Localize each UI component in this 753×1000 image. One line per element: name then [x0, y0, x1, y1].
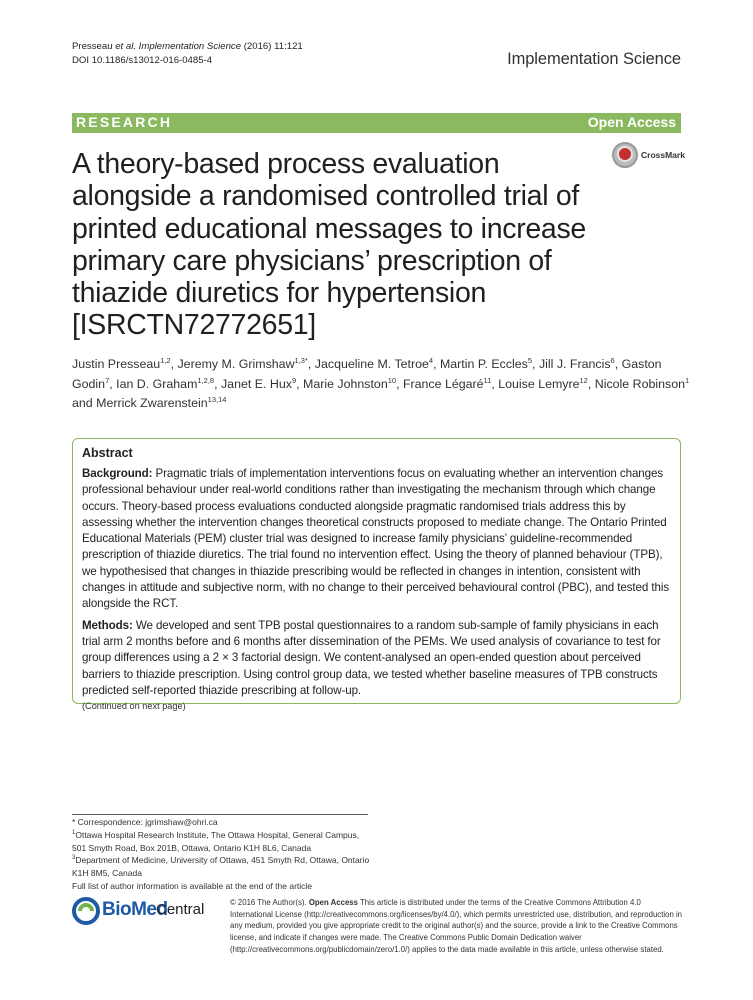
citation-authors: Presseau	[72, 41, 113, 52]
affiliation-1: $^1$Ottawa Hospital Research Institute, The Ottawa Hospital, General Campus, 501 Smyth Road, Box 201B, Ottawa, Ontario K1H 8L6, Canada	[72, 829, 360, 853]
background-label: Background:	[82, 467, 153, 480]
correspondence[interactable]: * Correspondence: jgrimshaw@ohri.ca	[72, 817, 218, 827]
methods-label: Methods:	[82, 618, 133, 632]
abstract-background	[82, 466, 671, 613]
open-access-label: Open Access	[587, 114, 676, 130]
author[interactable]: Gaston Godin$^7$	[72, 357, 662, 391]
section-label: RESEARCH	[76, 114, 173, 130]
author[interactable]: Martin P. Eccles$^5$	[439, 355, 533, 371]
full-author-info-note: Full list of author information is available at the end of the article	[72, 880, 313, 891]
abstract-box	[72, 438, 681, 712]
article-title: A theory-based process evaluation alongside a randomised controlled trial of printed educational messages to increase primary care physicians’ prescription of thiazide diuretics for hypertension [ISRCTN72772651]	[72, 148, 586, 342]
continued-note: (Continued on next page)	[82, 701, 186, 712]
crossmark-icon-inner	[617, 146, 633, 162]
affiliation-3: $^3$Department of Medicine, University of Ottawa, 451 Smyth Rd, Ottawa, Ontario K1H 8M5, Canada	[72, 855, 370, 879]
biomed-central-swirl-icon	[72, 897, 100, 925]
citation-volume: (2016) 11:121	[243, 41, 303, 52]
journal-name: Implementation Science	[507, 50, 681, 68]
citation-journal: et al. Implementation Science	[115, 41, 242, 52]
methods-text: We developed and sent TPB postal questionnaires to a random sub-sample of family physicians in each trial arm 2 months before and 6 months after dissemination of the PEMs. We used analysis of covariance to test for group differences using a 2 × 3 factorial design. We content-analysed an open-ended question about perceived barriers to thiazide prescription. Using control group data, we tested whether baseline measures of TPB constructs predicted self-reported thiazide prescribing at follow-up.	[82, 618, 661, 697]
section-banner	[72, 113, 681, 133]
author[interactable]: Jeremy M. Grimshaw$^{1,3*}$	[177, 355, 308, 371]
author[interactable]: France Légaré$^{11}$	[402, 375, 492, 391]
author[interactable]: Marie Johnston$^{10}$	[303, 375, 397, 391]
abstract-heading: Abstract	[82, 446, 133, 460]
background-text: Pragmatic trials of implementation interventions focus on evaluating whether an intervention changes professional behaviour under real-world conditions rather than investigating the mechanism through which change occurs. Theory-based process evaluations conducted alongside pragmatic randomised trials address this by assessing whether the intervention changes theoretical constructs proposed to mediate change. The Ontario Printed Educational Materials (PEM) cluster trial was designed to increase family physicians’ guideline-recommended prescription of thiazide diuretics. The trial found no intervention effect. Using the theory of planned behaviour (TPB), we hypothesised that changes in thiazide prescribing would be reflected in changes in intention, consistent with changes in attitude and subjective norm, with no change to their perceived behavioural control (PBC), and tested this alongside the RCT.	[82, 467, 670, 611]
author[interactable]: Justin Presseau$^{1,2}$	[72, 355, 171, 371]
central-text: Central	[156, 901, 205, 918]
footnotes	[72, 816, 372, 893]
author[interactable]: Louise Lemyre$^{12}$	[498, 375, 588, 391]
author[interactable]: Ian D. Graham$^{1,2,8}$	[116, 375, 215, 391]
footnote-divider	[72, 814, 368, 815]
author[interactable]: Jill J. Francis$^6$	[538, 355, 615, 371]
biomed-text: BioMed	[102, 899, 168, 920]
author[interactable]: Nicole Robinson$^1$	[594, 375, 690, 391]
author-list: Justin Presseau$^{1,2}$, Jeremy M. Grimshaw$^{1,3*}$, Jacqueline M. Tetroe$^4$, Martin P. Eccles$^5$, Jill J. Francis$^6$, Gaston Godin$^7$, Ian D. Graham$^{1,2,8}$, Janet E. Hux$^9$, Marie Johnston$^{10}$, France Légaré$^{11}$, Louise Lemyre$^{12}$, Nicole Robinson$^1$ and Merrick Zwarenstein$^{13,14}$	[72, 355, 690, 410]
author[interactable]: Merrick Zwarenstein$^{13,14}$	[96, 394, 227, 410]
crossmark-label: CrossMark	[641, 150, 685, 160]
citation-header	[72, 40, 303, 68]
doi[interactable]: DOI 10.1186/s13012-016-0485-4	[72, 55, 213, 66]
biomed-central-logo[interactable]	[72, 895, 214, 929]
author[interactable]: Jacqueline M. Tetroe$^4$	[314, 355, 434, 371]
abstract-methods	[82, 618, 671, 699]
author[interactable]: Janet E. Hux$^9$	[220, 375, 297, 391]
crossmark-badge[interactable]	[612, 142, 685, 170]
license-text: © 2016 The Author(s). Open Access This article is distributed under the terms of the Creative Commons Attribution 4.0 International License (http://creativecommons.org/licenses/by/4.0/), which permits unrestricted use, distribution, and reproduction in any medium, provided you give appropriate credit to the original author(s) and the source, provide a link to the Creative Commons license, and indicate if changes were made. The Creative Commons Public Domain Dedication waiver (http://creativecommons.org/publicdomain/zero/1.0/) applies to the data made available in this article, unless otherwise stated.	[230, 898, 683, 954]
